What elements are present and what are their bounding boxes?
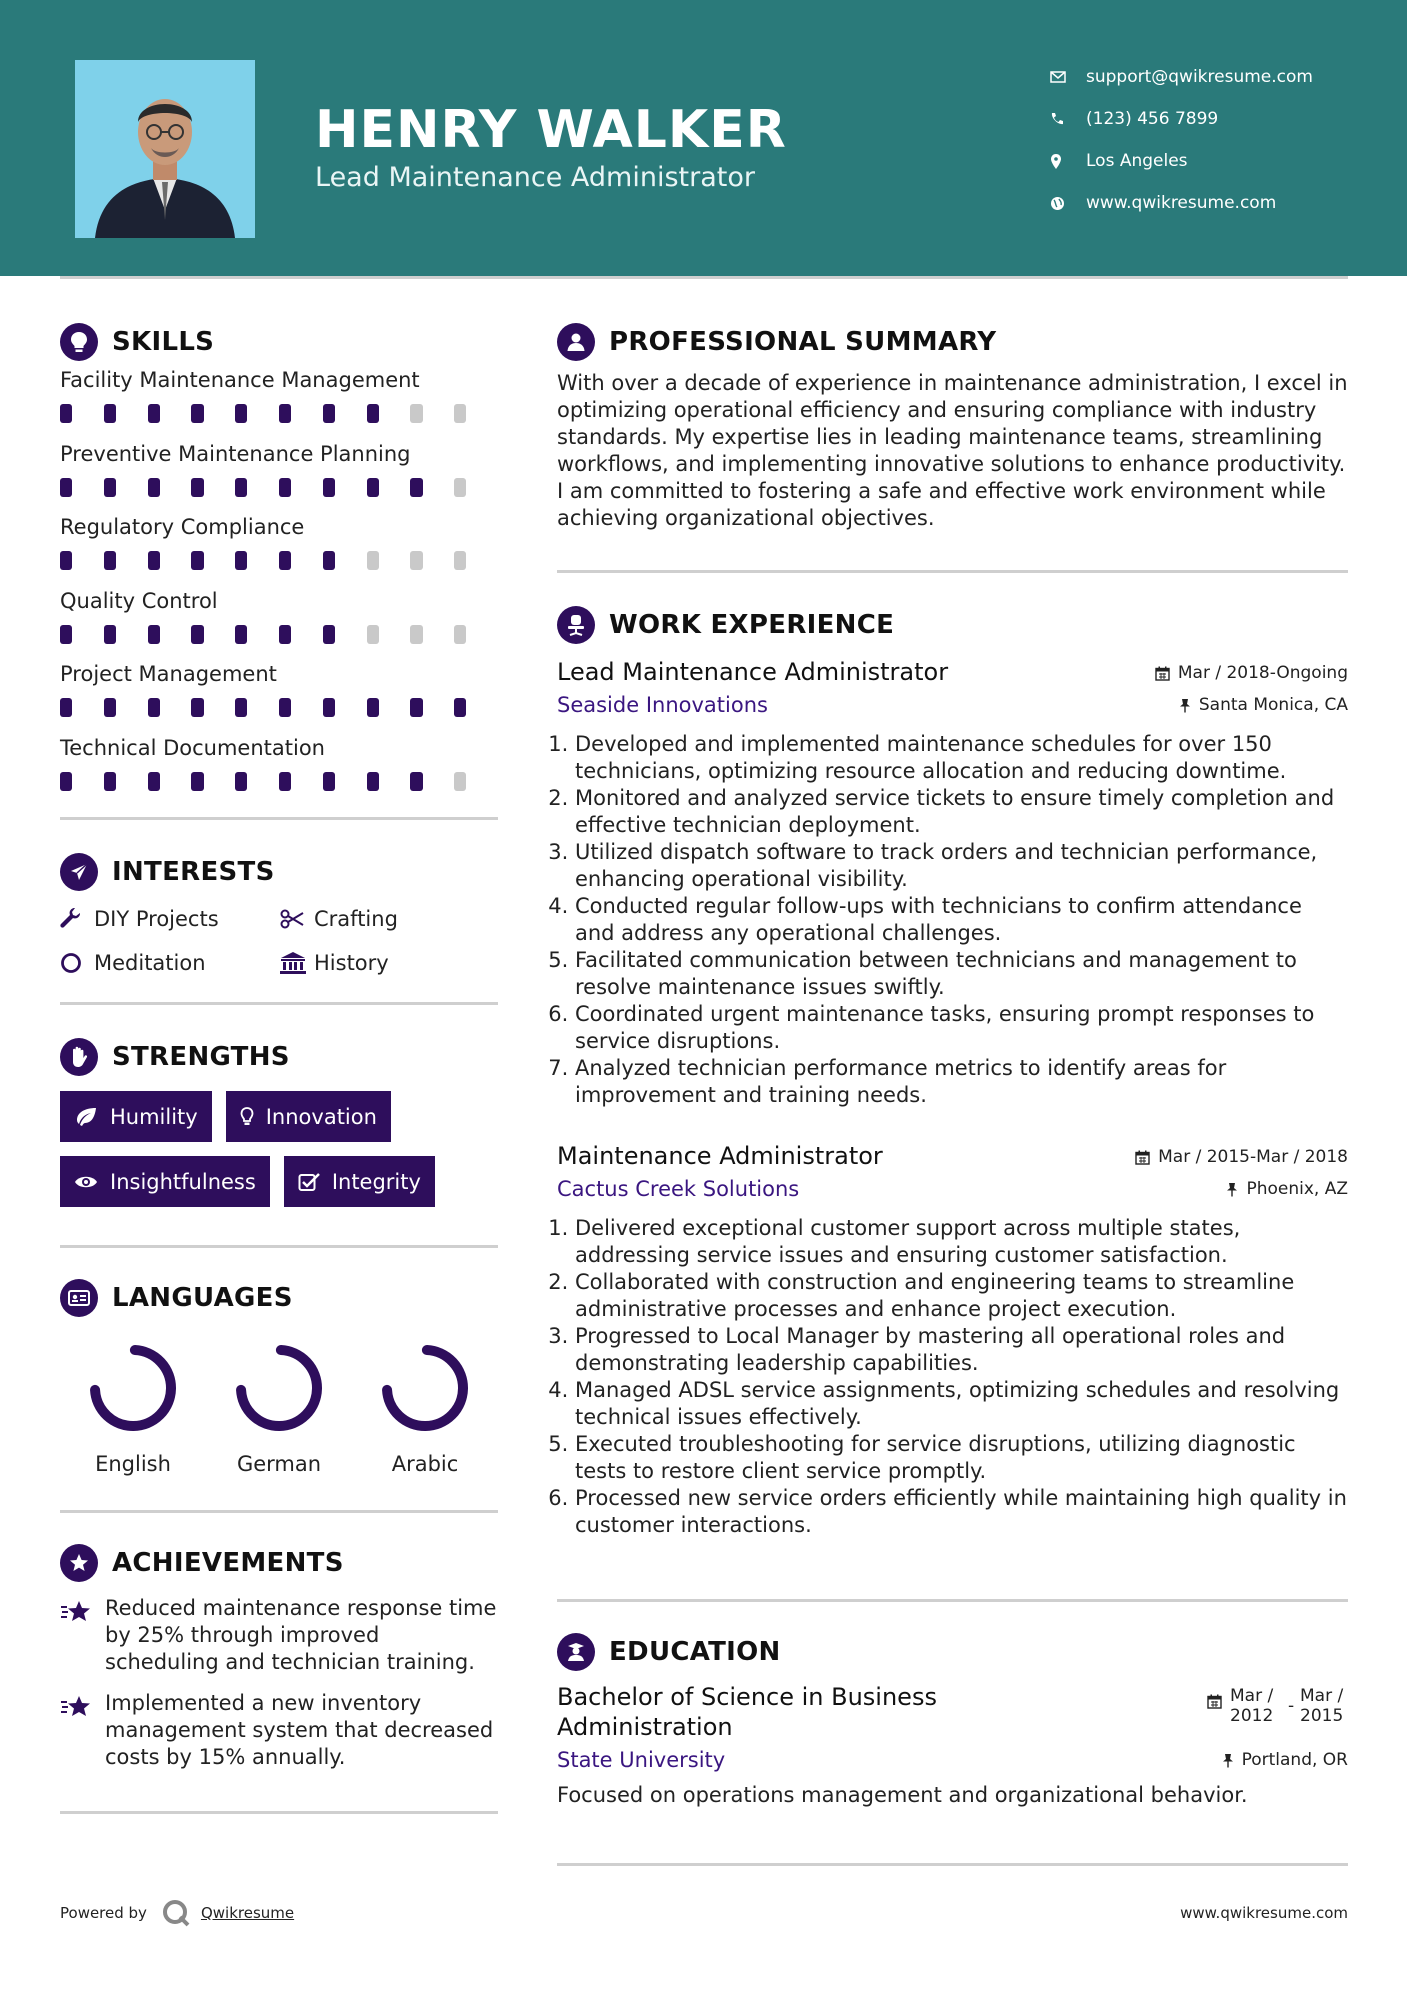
- job-bullets: [557, 731, 1348, 1109]
- right-column: [557, 320, 1348, 1866]
- star-icon: [60, 1690, 105, 1771]
- strength-label: Innovation: [265, 1104, 377, 1129]
- skill-dot-filled: [148, 404, 160, 423]
- user-icon: [557, 323, 595, 361]
- skill-dot-filled: [235, 772, 247, 791]
- skill-rating: [60, 551, 498, 570]
- job-date: [1155, 657, 1348, 683]
- job-date: [1135, 1141, 1348, 1167]
- powered-by: [60, 1898, 294, 1928]
- section-divider: [557, 1863, 1348, 1866]
- strengths-heading: [60, 1035, 498, 1079]
- skill-dot-filled: [323, 698, 335, 717]
- job-bullet: 5. Executed troubleshooting for service disruptions, utilizing diagnostic tests to restore client service promptly.: [575, 1431, 1348, 1485]
- skill-dot-empty: [410, 404, 422, 423]
- person-photo-icon: [75, 60, 255, 238]
- calendar-icon: [1135, 1150, 1150, 1165]
- skill-dot-filled: [104, 478, 116, 497]
- skill-dot-filled: [191, 404, 203, 423]
- language-item: [60, 1338, 206, 1476]
- skill-dot-filled: [279, 478, 291, 497]
- job-company: Seaside Innovations: [557, 693, 768, 717]
- strength-label: Insightfulness: [110, 1169, 256, 1194]
- interest-item: [60, 948, 280, 978]
- skill-dot-empty: [410, 625, 422, 644]
- skill-dot-filled: [454, 698, 466, 717]
- skill-rating: [60, 772, 498, 791]
- achievements-heading: [60, 1541, 498, 1585]
- eye-icon: [74, 1174, 98, 1190]
- skill-dot-filled: [323, 404, 335, 423]
- strength-tag: [60, 1091, 212, 1142]
- skill-dot-empty: [367, 625, 379, 644]
- job-title: Lead Maintenance Administrator: [557, 658, 949, 686]
- strength-tag: [284, 1156, 435, 1207]
- language-ring-arc: [241, 1350, 317, 1426]
- interest-item: [280, 904, 500, 934]
- museum-icon: [280, 951, 314, 975]
- job-bullet: 6. Coordinated urgent maintenance tasks, ensuring prompt responses to service disruptions.: [575, 1001, 1348, 1055]
- mail-icon: [1050, 71, 1086, 83]
- language-ring-arc: [95, 1350, 171, 1426]
- skill-dot-filled: [367, 698, 379, 717]
- skill-dot-filled: [410, 772, 422, 791]
- skill-dot-filled: [235, 404, 247, 423]
- experience-heading: [557, 603, 1348, 647]
- interests-heading: [60, 850, 498, 894]
- powered-by-text: Powered by: [60, 1904, 147, 1922]
- skill-dot-filled: [235, 625, 247, 644]
- skill-dot-filled: [148, 478, 160, 497]
- strength-tag: [226, 1091, 391, 1142]
- skill-dot-filled: [367, 772, 379, 791]
- education-description: Focused on operations management and organizational behavior.: [557, 1783, 1248, 1807]
- strength-tag: [60, 1156, 270, 1207]
- contact-list: [1050, 56, 1313, 224]
- circle-icon: [60, 952, 94, 974]
- skill-dot-filled: [191, 625, 203, 644]
- profile-photo: [75, 60, 255, 238]
- skill-dot-filled: [323, 772, 335, 791]
- skill-dot-filled: [60, 551, 72, 570]
- contact-location-text: Los Angeles: [1086, 151, 1188, 171]
- skill-dot-filled: [279, 625, 291, 644]
- skill-dot-filled: [323, 625, 335, 644]
- skill-dot-empty: [454, 478, 466, 497]
- contact-website-text: www.qwikresume.com: [1086, 193, 1277, 213]
- scissors-icon: [280, 909, 314, 929]
- phone-icon: [1050, 112, 1086, 126]
- language-ring-arc: [387, 1350, 463, 1426]
- language-progress-ring: [83, 1338, 183, 1438]
- skill-dot-filled: [191, 551, 203, 570]
- job-location: [1179, 695, 1348, 715]
- contact-email[interactable]: [1050, 56, 1313, 98]
- skill-dot-filled: [60, 625, 72, 644]
- skill-dot-filled: [104, 625, 116, 644]
- globe-icon: [1050, 196, 1086, 211]
- job-bullets: [557, 1215, 1348, 1539]
- star-icon: [60, 1595, 105, 1676]
- skill-dot-filled: [410, 698, 422, 717]
- skill-rating: [60, 698, 498, 717]
- star-badge-icon: [60, 1544, 98, 1582]
- strengths-title: STRENGTHS: [112, 1042, 290, 1072]
- map-pin-icon: [1050, 154, 1086, 169]
- strength-label: Integrity: [331, 1169, 421, 1194]
- graduate-icon: [557, 1633, 595, 1671]
- skill-dot-filled: [148, 698, 160, 717]
- interest-label: History: [314, 951, 389, 975]
- footer-website[interactable]: www.qwikresume.com: [1180, 1904, 1348, 1922]
- contact-phone[interactable]: [1050, 98, 1313, 140]
- check-square-icon: [298, 1172, 320, 1192]
- skill-rating: [60, 404, 498, 423]
- pushpin-icon: [1222, 1753, 1234, 1768]
- skill-dot-filled: [323, 478, 335, 497]
- skill-dot-filled: [279, 551, 291, 570]
- contact-website[interactable]: [1050, 182, 1313, 224]
- job-bullet: 3. Utilized dispatch software to track orders and technician performance, enhancing operational visibility.: [575, 839, 1348, 893]
- section-divider: [557, 1599, 1348, 1602]
- skill-dot-empty: [410, 551, 422, 570]
- job-date-text: Mar / 2018-Ongoing: [1177, 663, 1348, 683]
- interest-label: Meditation: [94, 951, 206, 975]
- section-divider: [60, 1510, 498, 1513]
- skill-dot-filled: [279, 698, 291, 717]
- wrench-icon: [60, 908, 94, 930]
- education-entry: [557, 1682, 1348, 1809]
- job-date-text: Mar / 2015-Mar / 2018: [1158, 1147, 1348, 1167]
- strengths-list: [60, 1091, 498, 1207]
- skill-dot-filled: [148, 772, 160, 791]
- education-end: Mar / 2015: [1300, 1686, 1344, 1726]
- contact-location: [1050, 140, 1313, 182]
- interest-label: Crafting: [314, 907, 398, 931]
- achievement-item: [60, 1595, 498, 1676]
- skills-heading: [60, 320, 498, 364]
- candidate-title: Lead Maintenance Administrator: [315, 162, 755, 193]
- language-progress-ring: [375, 1338, 475, 1438]
- summary-text: With over a decade of experience in maintenance administration, I excel in optimizing operational efficiency and ensuring compliance with industry standards. My expertise lies in leading maintenance teams, streamlining workflows, and implementing innovative solutions to enhance productivity. I am committed to fostering a safe and effective work environment while achieving organizational objectives.: [557, 371, 1348, 530]
- job-company: Cactus Creek Solutions: [557, 1177, 800, 1201]
- section-divider: [60, 1811, 498, 1814]
- skill-dot-empty: [454, 551, 466, 570]
- job-bullet: 1. Developed and implemented maintenance schedules for over 150 technicians, optimizing resource allocation and reducing downtime.: [575, 731, 1348, 785]
- pushpin-icon: [1226, 1182, 1238, 1197]
- education-start: Mar / 2012: [1230, 1686, 1274, 1726]
- job-bullet: 6. Processed new service orders efficiently while maintaining high quality in customer interactions.: [575, 1485, 1348, 1539]
- language-name: Arabic: [391, 1452, 459, 1476]
- qwikresume-link[interactable]: Qwikresume: [200, 1904, 295, 1922]
- calendar-icon: [1155, 666, 1170, 681]
- skill-dot-filled: [367, 478, 379, 497]
- skill-name: Technical Documentation: [60, 735, 325, 760]
- skill-dot-filled: [104, 551, 116, 570]
- skill-dot-filled: [191, 772, 203, 791]
- skill-dot-filled: [148, 625, 160, 644]
- skill-item: [60, 658, 498, 732]
- job-bullet: 2. Collaborated with construction and engineering teams to streamline administrative processes and enhance project execution.: [575, 1269, 1348, 1323]
- skill-dot-filled: [104, 772, 116, 791]
- interest-item: [60, 904, 280, 934]
- summary-heading: [557, 320, 1348, 364]
- interests-title: INTERESTS: [112, 857, 275, 887]
- language-progress-ring: [229, 1338, 329, 1438]
- language-item: [206, 1338, 352, 1476]
- skill-dot-filled: [104, 698, 116, 717]
- job-bullet: 4. Conducted regular follow-ups with technicians to confirm attendance and address any operational challenges.: [575, 893, 1348, 947]
- skill-item: [60, 585, 498, 659]
- skill-dot-filled: [191, 478, 203, 497]
- skill-dot-empty: [454, 772, 466, 791]
- skill-item: [60, 732, 498, 806]
- contact-email-text: support@qwikresume.com: [1086, 67, 1313, 87]
- header-banner: [0, 0, 1407, 276]
- experience-title: WORK EXPERIENCE: [609, 610, 895, 640]
- skill-item: [60, 364, 498, 438]
- skills-title: SKILLS: [112, 327, 215, 357]
- achievements-title: ACHIEVEMENTS: [112, 1548, 344, 1578]
- education-dates: [1207, 1682, 1348, 1726]
- languages-title: LANGUAGES: [112, 1283, 293, 1313]
- skill-dot-empty: [454, 625, 466, 644]
- education-title: EDUCATION: [609, 1637, 781, 1667]
- skill-item: [60, 511, 498, 585]
- education-location-text: Portland, OR: [1241, 1750, 1348, 1770]
- skill-dot-filled: [367, 404, 379, 423]
- interest-item: [280, 948, 500, 978]
- achievement-text: Implemented a new inventory management system that decreased costs by 15% annually.: [105, 1691, 494, 1769]
- skills-list: [60, 364, 498, 805]
- office-chair-icon: [557, 606, 595, 644]
- skill-dot-empty: [454, 404, 466, 423]
- interest-label: DIY Projects: [94, 907, 219, 931]
- achievement-item: [60, 1690, 498, 1771]
- languages-list: [60, 1338, 498, 1476]
- job-bullet: 4. Managed ADSL service assignments, optimizing schedules and resolving technical issues effectively.: [575, 1377, 1348, 1431]
- school-name: State University: [557, 1748, 726, 1772]
- education-heading: [557, 1630, 1348, 1674]
- job-location-text: Santa Monica, CA: [1198, 695, 1348, 715]
- contact-phone-text: (123) 456 7899: [1086, 109, 1219, 129]
- skill-dot-filled: [323, 551, 335, 570]
- lightbulb-icon: [240, 1107, 254, 1127]
- job-bullet: 1. Delivered exceptional customer support across multiple states, addressing service issues and ensuring customer satisfaction.: [575, 1215, 1348, 1269]
- date-separator: -: [1288, 1696, 1295, 1716]
- job-location: [1226, 1179, 1348, 1199]
- skill-dot-filled: [235, 478, 247, 497]
- skill-dot-filled: [279, 404, 291, 423]
- skill-dot-empty: [367, 551, 379, 570]
- skill-dot-filled: [104, 404, 116, 423]
- skill-rating: [60, 625, 498, 644]
- language-name: English: [95, 1452, 171, 1476]
- summary-title: PROFESSIONAL SUMMARY: [609, 327, 997, 357]
- interests-list: [60, 904, 498, 978]
- job-title: Maintenance Administrator: [557, 1142, 883, 1170]
- hand-icon: [60, 1038, 98, 1076]
- skill-dot-filled: [60, 404, 72, 423]
- language-item: [352, 1338, 498, 1476]
- job-bullet: 3. Progressed to Local Manager by mastering all operational roles and demonstrating leadership capabilities.: [575, 1323, 1348, 1377]
- section-divider: [557, 570, 1348, 573]
- skill-dot-filled: [235, 698, 247, 717]
- leaf-icon: [74, 1107, 98, 1127]
- footer: [60, 1898, 1348, 1928]
- section-divider: [60, 817, 498, 820]
- left-column: [60, 320, 498, 1814]
- qwikresume-logo-icon: [161, 1898, 191, 1928]
- skill-dot-filled: [191, 698, 203, 717]
- pushpin-icon: [1179, 698, 1191, 713]
- skill-name: Quality Control: [60, 588, 218, 613]
- job-bullet: 2. Monitored and analyzed service tickets to ensure timely completion and effective technician deployment.: [575, 785, 1348, 839]
- skill-name: Facility Maintenance Management: [60, 368, 420, 392]
- skill-dot-filled: [148, 551, 160, 570]
- lightbulb-icon: [60, 323, 98, 361]
- skill-name: Regulatory Compliance: [60, 515, 305, 539]
- skill-dot-filled: [60, 478, 72, 497]
- skill-dot-filled: [410, 478, 422, 497]
- skill-item: [60, 438, 498, 512]
- job-entry: [557, 1141, 1348, 1539]
- achievement-text: Reduced maintenance response time by 25% through improved scheduling and technician training.: [105, 1596, 497, 1674]
- skill-name: Project Management: [60, 662, 277, 686]
- skill-dot-filled: [60, 698, 72, 717]
- languages-heading: [60, 1276, 498, 1320]
- degree-title: Bachelor of Science in Business Administration: [557, 1683, 937, 1741]
- job-bullet: 5. Facilitated communication between technicians and management to resolve maintenance issues swiftly.: [575, 947, 1348, 1001]
- section-divider: [60, 1245, 498, 1248]
- strength-label: Humility: [110, 1104, 198, 1129]
- skill-dot-filled: [279, 772, 291, 791]
- calendar-icon: [1207, 1686, 1222, 1709]
- job-bullet: 7. Analyzed technician performance metrics to identify areas for improvement and training needs.: [575, 1055, 1348, 1109]
- job-location-text: Phoenix, AZ: [1246, 1179, 1348, 1199]
- id-card-icon: [60, 1279, 98, 1317]
- candidate-name: HENRY WALKER: [315, 100, 787, 160]
- skill-rating: [60, 478, 498, 497]
- paper-plane-icon: [60, 853, 98, 891]
- header-divider: [60, 276, 1348, 279]
- language-name: German: [236, 1452, 322, 1476]
- skill-dot-filled: [60, 772, 72, 791]
- section-divider: [60, 1002, 498, 1005]
- education-location: [1222, 1750, 1348, 1770]
- skill-name: Preventive Maintenance Planning: [60, 441, 411, 466]
- skill-dot-filled: [235, 551, 247, 570]
- job-entry: [557, 657, 1348, 1109]
